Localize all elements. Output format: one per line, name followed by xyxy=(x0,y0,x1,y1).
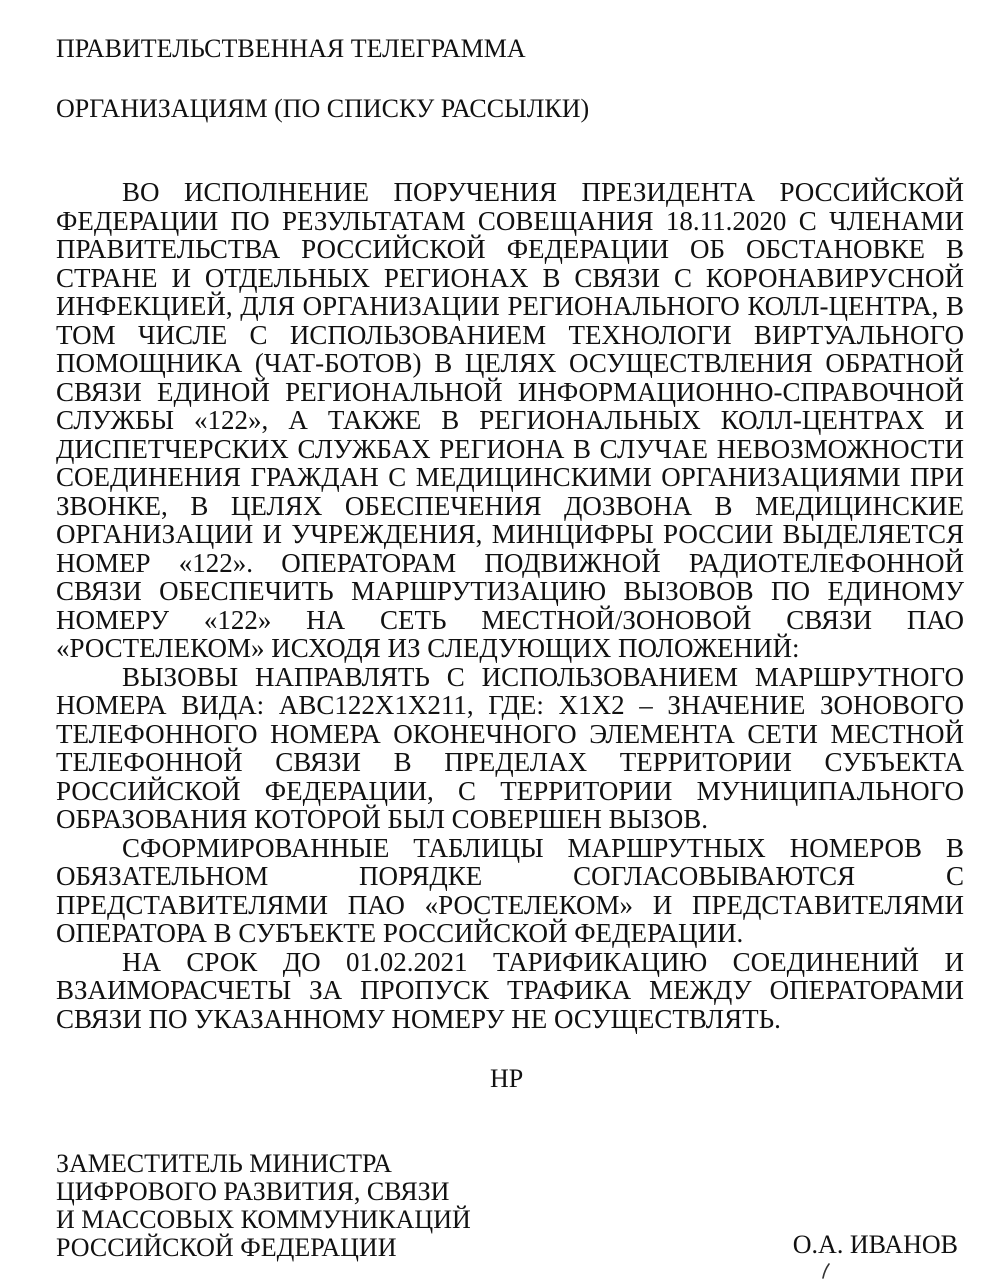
body-paragraph-3: СФОРМИРОВАННЫЕ ТАБЛИЦЫ МАРШРУТНЫХ НОМЕРОВ В ОБЯЗАТЕЛЬНОМ ПОРЯДКЕ СОГЛАСОВЫВАЮТСЯ С ПРЕДСТАВИТЕЛЯМИ ПАО «РОСТЕЛЕКОМ» И ПРЕДСТАВИТЕЛЯМИ ОПЕРАТОРА В СУБЪЕКТЕ РОССИЙСКОЙ ФЕДЕРАЦИИ. xyxy=(56,832,964,948)
signature-position-block xyxy=(56,1150,471,1262)
signature-position-line: И МАССОВЫХ КОММУНИКАЦИЙ xyxy=(56,1205,471,1234)
signer-name: О.А. ИВАНОВ xyxy=(792,1230,958,1259)
body-paragraph-2: ВЫЗОВЫ НАПРАВЛЯТЬ С ИСПОЛЬЗОВАНИЕМ МАРШРУТНОГО НОМЕРА ВИДА: АВС122Х1Х211, ГДЕ: Х1Х2 – ЗНАЧЕНИЕ ЗОНОВОГО ТЕЛЕФОННОГО НОМЕРА ОКОНЕЧНОГО ЭЛЕМЕНТА СЕТИ МЕСТНОЙ ТЕЛЕФОННОЙ СВЯЗИ В ПРЕДЕЛАХ ТЕРРИТОРИИ СУБЪЕКТА РОССИЙСКОЙ ФЕДЕРАЦИИ, С ТЕРРИТОРИИ МУНИЦИПАЛЬНОГО ОБРАЗОВАНИЯ КОТОРОЙ БЫЛ СОВЕРШЕН ВЫЗОВ. xyxy=(56,661,964,834)
body-paragraph-4: НА СРОК ДО 01.02.2021 ТАРИФИКАЦИЮ СОЕДИНЕНИЙ И ВЗАИМОРАСЧЕТЫ ЗА ПРОПУСК ТРАФИКА МЕЖДУ ОПЕРАТОРАМИ СВЯЗИ ПО УКАЗАННОМУ НОМЕРУ НЕ ОСУЩЕСТВЛЯТЬ. xyxy=(56,946,964,1034)
ink-stroke-mark xyxy=(820,1262,834,1280)
signature-position-line: ЗАМЕСТИТЕЛЬ МИНИСТРА xyxy=(56,1149,392,1178)
signature-position-line: ЦИФРОВОГО РАЗВИТИЯ, СВЯЗИ xyxy=(56,1177,450,1206)
separator-mark: НР xyxy=(490,1064,524,1093)
document-title: ПРАВИТЕЛЬСТВЕННАЯ ТЕЛЕГРАММА xyxy=(56,34,526,63)
recipients-line: ОРГАНИЗАЦИЯМ (ПО СПИСКУ РАССЫЛКИ) xyxy=(56,94,590,123)
telegram-body xyxy=(56,178,964,1033)
body-paragraph-1: ВО ИСПОЛНЕНИЕ ПОРУЧЕНИЯ ПРЕЗИДЕНТА РОССИЙСКОЙ ФЕДЕРАЦИИ ПО РЕЗУЛЬТАТАМ СОВЕЩАНИЯ 18.11.2020 С ЧЛЕНАМИ ПРАВИТЕЛЬСТВА РОССИЙСКОЙ ФЕДЕРАЦИИ ОБ ОБСТАНОВКЕ В СТРАНЕ И ОТДЕЛЬНЫХ РЕГИОНАХ В СВЯЗИ С КОРОНАВИРУСНОЙ ИНФЕКЦИЕЙ, ДЛЯ ОРГАНИЗАЦИИ РЕГИОНАЛЬНОГО КОЛЛ-ЦЕНТРА, В ТОМ ЧИСЛЕ С ИСПОЛЬЗОВАНИЕМ ТЕХНОЛОГИ ВИРТУАЛЬНОГО ПОМОЩНИКА (ЧАТ-БОТОВ) В ЦЕЛЯХ ОСУЩЕСТВЛЕНИЯ ОБРАТНОЙ СВЯЗИ ЕДИНОЙ РЕГИОНАЛЬНОЙ ИНФОРМАЦИОННО-СПРАВОЧНОЙ СЛУЖБЫ «122», А ТАКЖЕ В РЕГИОНАЛЬНЫХ КОЛЛ-ЦЕНТРАХ И ДИСПЕТЧЕРСКИХ СЛУЖБАХ РЕГИОНА В СЛУЧАЕ НЕВОЗМОЖНОСТИ СОЕДИНЕНИЯ ГРАЖДАН С МЕДИЦИНСКИМИ ОРГАНИЗАЦИЯМИ ПРИ ЗВОНКЕ, В ЦЕЛЯХ ОБЕСПЕЧЕНИЯ ДОЗВОНА В МЕДИЦИНСКИЕ ОРГАНИЗАЦИИ И УЧРЕЖДЕНИЯ, МИНЦИФРЫ РОССИИ ВЫДЕЛЯЕТСЯ НОМЕР «122». ОПЕРАТОРАМ ПОДВИЖНОЙ РАДИОТЕЛЕФОННОЙ СВЯЗИ ОБЕСПЕЧИТЬ МАРШРУТИЗАЦИЮ ВЫЗОВОВ ПО ЕДИНОМУ НОМЕРУ «122» НА СЕТЬ МЕСТНОЙ/ЗОНОВОЙ СВЯЗИ ПАО «РОСТЕЛЕКОМ» ИСХОДЯ ИЗ СЛЕДУЮЩИХ ПОЛОЖЕНИЙ: xyxy=(56,177,964,663)
signature-position-line: РОССИЙСКОЙ ФЕДЕРАЦИИ xyxy=(56,1233,397,1262)
